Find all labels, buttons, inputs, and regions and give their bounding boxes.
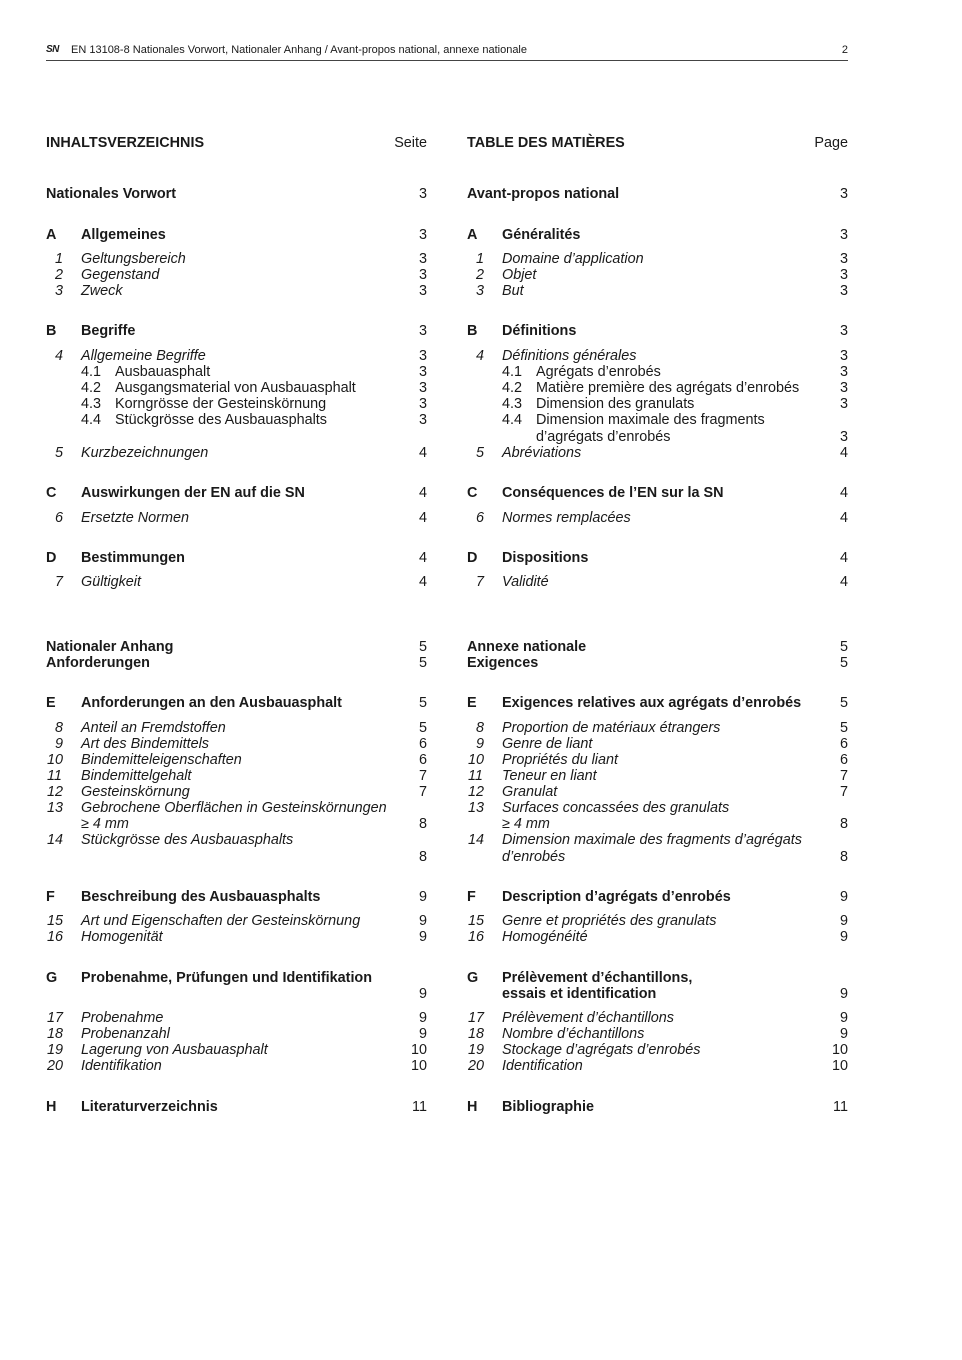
toc-entry-number: 17 xyxy=(468,1010,485,1026)
toc-entry xyxy=(46,889,427,906)
toc-entry xyxy=(467,348,848,365)
toc-entry xyxy=(467,445,848,462)
toc-entry-number: 12 xyxy=(468,784,485,800)
toc-entry xyxy=(467,720,848,737)
toc-entry xyxy=(467,1026,848,1043)
toc-entry-number: 16 xyxy=(47,929,64,945)
toc-entry xyxy=(46,1042,427,1059)
toc-entry-number: H xyxy=(46,1099,57,1115)
toc-entry-title: Domaine d’application xyxy=(502,251,644,267)
toc-entry-page: 3 xyxy=(418,396,427,412)
toc-entry-page: 9 xyxy=(839,889,848,905)
toc-entry-number: A xyxy=(467,227,478,243)
toc-entry-title: Probenanzahl xyxy=(81,1026,170,1042)
toc-entry-title: Art und Eigenschaften der Gesteinskörnung xyxy=(81,913,361,929)
toc-entry-page: 3 xyxy=(839,323,848,339)
toc-entry-page: 7 xyxy=(839,784,848,800)
toc-entry-title: Gebrochene Oberflächen in Gesteinskörnungen xyxy=(81,800,387,816)
toc-entry-page: 4 xyxy=(839,445,848,461)
toc-entry xyxy=(467,574,848,591)
toc-entry-title: Prélèvement d’échantillons xyxy=(502,1010,674,1026)
toc-entry-title: Nombre d’échantillons xyxy=(502,1026,645,1042)
toc-entry-number: D xyxy=(46,550,57,566)
toc-entry-number: 14 xyxy=(468,832,485,848)
toc-entry-page: 3 xyxy=(839,364,848,380)
toc-entry-page: 3 xyxy=(839,251,848,267)
toc-entry xyxy=(46,574,427,591)
toc-entry xyxy=(467,323,848,340)
toc-entry-page: 10 xyxy=(831,1042,848,1058)
toc-entry-title: Probenahme, Prüfungen und Identifikation xyxy=(81,970,373,986)
toc-entry xyxy=(46,283,427,300)
toc-entry xyxy=(46,695,427,712)
toc-entry-number: 8 xyxy=(54,720,63,736)
toc-entry-page: 4 xyxy=(839,550,848,566)
toc-entry-number: 5 xyxy=(54,445,63,461)
toc-entry xyxy=(46,550,427,567)
toc-entry-number: 3 xyxy=(475,283,484,299)
toc-entry xyxy=(467,1042,848,1059)
toc-entry-number: 3 xyxy=(54,283,63,299)
toc-entry xyxy=(46,784,427,801)
toc-entry xyxy=(46,1010,427,1027)
toc-entry-title: ≥ 4 mm xyxy=(81,816,129,832)
toc-entry-title: Gegenstand xyxy=(81,267,160,283)
toc-entry xyxy=(46,639,427,656)
toc-entry-page: 9 xyxy=(418,913,427,929)
toc-entry-page: 4 xyxy=(418,510,427,526)
toc-entry-page: 5 xyxy=(418,695,427,711)
toc-entry-page: 7 xyxy=(418,784,427,800)
toc-entry-title: Geltungsbereich xyxy=(81,251,186,267)
header-text: EN 13108-8 Nationales Vorwort, Nationaler Anhang / Avant-propos national, annexe nationale xyxy=(71,44,527,56)
toc-entry-title: Genre de liant xyxy=(502,736,593,752)
toc-entry-page: 6 xyxy=(839,752,848,768)
toc-entry-page: 8 xyxy=(418,849,427,865)
toc-entry-page: 5 xyxy=(418,720,427,736)
toc-entry-number: 4 xyxy=(475,348,484,364)
toc-entry-title: Allgemeine Begriffe xyxy=(81,348,206,364)
toc-heading xyxy=(46,135,427,152)
toc-entry-number: 4.2 xyxy=(81,380,102,396)
toc-entry-title: Abréviations xyxy=(502,445,582,461)
toc-entry xyxy=(467,849,848,866)
toc-entry-number: 11 xyxy=(47,768,62,784)
toc-entry xyxy=(46,485,427,502)
toc-entry xyxy=(46,986,427,1003)
toc-entry-number: 16 xyxy=(468,929,485,945)
toc-entry xyxy=(46,186,427,203)
toc-entry xyxy=(46,267,427,284)
toc-entry-title: Gültigkeit xyxy=(81,574,141,590)
toc-entry-page: 7 xyxy=(418,768,427,784)
toc-entry-title: Literaturverzeichnis xyxy=(81,1099,218,1115)
toc-entry-title: Surfaces concassées des granulats xyxy=(502,800,730,816)
toc-entry-number: H xyxy=(467,1099,478,1115)
toc-entry xyxy=(467,752,848,769)
toc-entry xyxy=(467,639,848,656)
toc-entry-title: Homogenität xyxy=(81,929,163,945)
toc-entry-number: 1 xyxy=(54,251,63,267)
toc-entry-page: 4 xyxy=(839,510,848,526)
toc-entry-title: Description d’agrégats d’enrobés xyxy=(502,889,731,905)
toc-entry-title: essais et identification xyxy=(502,986,657,1002)
toc-entry-page: 3 xyxy=(839,429,848,445)
toc-entry-page: 3 xyxy=(839,283,848,299)
toc-entry-title: Anforderungen xyxy=(46,655,150,671)
toc-entry-number: 4.4 xyxy=(81,412,102,428)
toc-entry-title: Kurzbezeichnungen xyxy=(81,445,209,461)
toc-entry-number: D xyxy=(467,550,478,566)
toc-entry-title: TABLE DES MATIÈRES xyxy=(467,135,625,151)
toc-entry-title: Lagerung von Ausbauasphalt xyxy=(81,1042,268,1058)
toc-entry-title: Conséquences de l’EN sur la SN xyxy=(502,485,724,501)
toc-entry-number: 4.1 xyxy=(81,364,102,380)
toc-entry xyxy=(46,510,427,527)
toc-entry-number: 17 xyxy=(47,1010,64,1026)
toc-entry-title: Gesteinskörnung xyxy=(81,784,190,800)
toc-entry-title: Bestimmungen xyxy=(81,550,185,566)
toc-entry-title: Homogénéité xyxy=(502,929,588,945)
toc-entry-page: 6 xyxy=(418,752,427,768)
toc-entry xyxy=(46,752,427,769)
toc-entry xyxy=(46,768,427,785)
toc-german xyxy=(46,0,427,1360)
toc-entry-page: 3 xyxy=(418,412,427,428)
toc-entry-number: 2 xyxy=(54,267,63,283)
toc-entry-number: 14 xyxy=(47,832,64,848)
toc-entry-title: Dimension maximale des fragments xyxy=(536,412,765,428)
toc-entry-number: 6 xyxy=(54,510,63,526)
toc-entry-page: 10 xyxy=(410,1042,427,1058)
toc-entry-page: 5 xyxy=(418,639,427,655)
toc-entry-page: 9 xyxy=(418,929,427,945)
toc-entry xyxy=(46,736,427,753)
toc-entry xyxy=(467,267,848,284)
toc-entry-page: 3 xyxy=(418,323,427,339)
toc-entry-number: 13 xyxy=(468,800,485,816)
toc-entry xyxy=(467,768,848,785)
toc-entry-number: 11 xyxy=(468,768,483,784)
toc-entry xyxy=(46,800,427,817)
toc-entry-number: 7 xyxy=(475,574,484,590)
toc-entry-page: 3 xyxy=(839,380,848,396)
toc-entry xyxy=(467,736,848,753)
toc-entry-title: Nationaler Anhang xyxy=(46,639,174,655)
toc-entry-title: Généralités xyxy=(502,227,581,243)
toc-entry-number: F xyxy=(46,889,55,905)
toc-entry-number: 20 xyxy=(47,1058,64,1074)
toc-entry xyxy=(467,889,848,906)
toc-entry-title: Korngrösse der Gesteinskörnung xyxy=(115,396,327,412)
toc-entry-number: 5 xyxy=(475,445,484,461)
toc-entry-title: Normes remplacées xyxy=(502,510,631,526)
toc-entry-page: 3 xyxy=(418,251,427,267)
toc-entry xyxy=(46,445,427,462)
toc-entry-number: 12 xyxy=(47,784,64,800)
toc-entry-page: 8 xyxy=(839,849,848,865)
toc-entry-page: 6 xyxy=(839,736,848,752)
toc-entry-title: Définitions xyxy=(502,323,577,339)
toc-entry-number: 15 xyxy=(468,913,485,929)
toc-entry-title: Anforderungen an den Ausbauasphalt xyxy=(81,695,342,711)
toc-entry-number: 4.1 xyxy=(502,364,523,380)
toc-entry-title: Granulat xyxy=(502,784,558,800)
toc-entry-page: 4 xyxy=(418,485,427,501)
toc-entry-title: Ersetzte Normen xyxy=(81,510,189,526)
toc-entry-page: 3 xyxy=(839,227,848,243)
toc-entry-page: 4 xyxy=(418,550,427,566)
toc-entry xyxy=(467,510,848,527)
toc-entry xyxy=(467,913,848,930)
toc-entry-number: C xyxy=(46,485,57,501)
toc-entry xyxy=(46,816,427,833)
toc-entry-number: 6 xyxy=(475,510,484,526)
toc-entry-title: Objet xyxy=(502,267,537,283)
toc-entry-page: 4 xyxy=(418,574,427,590)
toc-entry-page: Seite xyxy=(394,135,427,151)
toc-entry-title: Stückgrösse des Ausbauasphalts xyxy=(115,412,327,428)
toc-entry xyxy=(467,816,848,833)
toc-entry xyxy=(467,655,848,672)
toc-entry-number: 4.3 xyxy=(81,396,102,412)
sn-logo: SN xyxy=(46,44,59,55)
toc-entry xyxy=(467,283,848,300)
toc-entry-title: Prélèvement d’échantillons, xyxy=(502,970,693,986)
toc-entry-title: Matière première des agrégats d’enrobés xyxy=(536,380,800,396)
toc-entry-page: 9 xyxy=(839,929,848,945)
toc-entry-title: Allgemeines xyxy=(81,227,166,243)
toc-entry-page: 7 xyxy=(839,768,848,784)
toc-entry xyxy=(467,695,848,712)
toc-entry-number: 2 xyxy=(475,267,484,283)
toc-entry-page: 9 xyxy=(418,889,427,905)
toc-entry-title: Proportion de matériaux étrangers xyxy=(502,720,721,736)
toc-entry-page: 9 xyxy=(839,1010,848,1026)
toc-entry-number: 10 xyxy=(47,752,64,768)
toc-entry-title: Art des Bindemittels xyxy=(81,736,209,752)
toc-entry-title: d’agrégats d’enrobés xyxy=(536,429,671,445)
toc-entry-page: 5 xyxy=(839,720,848,736)
toc-entry-title: Anteil an Fremdstoffen xyxy=(81,720,226,736)
toc-entry-page: 5 xyxy=(418,655,427,671)
toc-entry-title: Dimension maximale des fragments d’agrégats xyxy=(502,832,802,848)
toc-entry-number: A xyxy=(46,227,57,243)
toc-entry-number: 20 xyxy=(468,1058,485,1074)
toc-entry-title: Dimension des granulats xyxy=(536,396,695,412)
toc-entry-title: Ausbauasphalt xyxy=(115,364,211,380)
toc-entry xyxy=(467,364,848,381)
toc-entry-title: Validité xyxy=(502,574,549,590)
toc-entry xyxy=(467,784,848,801)
toc-entry xyxy=(46,364,427,381)
toc-entry-title: Agrégats d’enrobés xyxy=(536,364,661,380)
toc-entry-number: 1 xyxy=(475,251,484,267)
toc-entry xyxy=(467,412,848,429)
toc-entry-title: Beschreibung des Ausbauasphalts xyxy=(81,889,321,905)
toc-entry-number: F xyxy=(467,889,476,905)
toc-entry-page: 3 xyxy=(418,283,427,299)
toc-entry-number: 9 xyxy=(54,736,63,752)
toc-entry-number: C xyxy=(467,485,478,501)
toc-entry xyxy=(46,380,427,397)
toc-entry xyxy=(46,970,427,987)
toc-entry-title: Probenahme xyxy=(81,1010,164,1026)
toc-entry-title: Définitions générales xyxy=(502,348,637,364)
toc-entry-title: Identification xyxy=(502,1058,583,1074)
toc-entry-page: 11 xyxy=(833,1099,848,1115)
toc-entry-number: 10 xyxy=(468,752,485,768)
toc-french xyxy=(467,0,848,1360)
toc-entry xyxy=(467,1058,848,1075)
toc-heading xyxy=(467,135,848,152)
toc-entry-number: 4.3 xyxy=(502,396,523,412)
toc-entry-title: Bibliographie xyxy=(502,1099,594,1115)
toc-entry-page: 5 xyxy=(839,695,848,711)
toc-entry xyxy=(46,251,427,268)
toc-entry-title: Bindemitteleigenschaften xyxy=(81,752,242,768)
toc-entry-title: Genre et propriétés des granulats xyxy=(502,913,717,929)
toc-entry-page: 4 xyxy=(839,485,848,501)
toc-entry-page: 9 xyxy=(839,986,848,1002)
toc-entry-number: E xyxy=(46,695,56,711)
toc-entry-page: 3 xyxy=(418,186,427,202)
toc-entry-title: Ausgangsmaterial von Ausbauasphalt xyxy=(115,380,356,396)
toc-entry-title: Zweck xyxy=(81,283,123,299)
toc-entry xyxy=(46,720,427,737)
toc-entry-page: 3 xyxy=(839,348,848,364)
toc-entry xyxy=(467,929,848,946)
toc-entry-number: 8 xyxy=(475,720,484,736)
toc-entry-number: 4.4 xyxy=(502,412,523,428)
toc-entry-page: 3 xyxy=(418,227,427,243)
toc-entry-page: 3 xyxy=(418,364,427,380)
toc-entry-number: 15 xyxy=(47,913,64,929)
toc-entry xyxy=(46,1058,427,1075)
toc-entry xyxy=(467,186,848,203)
toc-entry xyxy=(46,849,427,866)
toc-entry-page: 4 xyxy=(418,445,427,461)
toc-entry-title: Dispositions xyxy=(502,550,589,566)
toc-entry-number: 18 xyxy=(468,1026,485,1042)
toc-entry-page: 9 xyxy=(418,1010,427,1026)
toc-entry xyxy=(46,412,427,429)
toc-entry-page: 10 xyxy=(410,1058,427,1074)
toc-entry-number: 19 xyxy=(47,1042,64,1058)
toc-entry-title: Stockage d’agrégats d’enrobés xyxy=(502,1042,701,1058)
toc-entry-title: Teneur en liant xyxy=(502,768,597,784)
toc-entry-number: 9 xyxy=(475,736,484,752)
toc-entry xyxy=(46,655,427,672)
toc-entry-page: 3 xyxy=(418,380,427,396)
toc-entry-number: 7 xyxy=(54,574,63,590)
toc-entry-page: 3 xyxy=(839,267,848,283)
toc-entry-title: Nationales Vorwort xyxy=(46,186,177,202)
toc-entry xyxy=(46,323,427,340)
toc-entry-number: B xyxy=(467,323,478,339)
toc-entry xyxy=(467,1010,848,1027)
toc-entry-page: 8 xyxy=(418,816,427,832)
toc-entry-page: 5 xyxy=(839,639,848,655)
toc-entry xyxy=(467,227,848,244)
toc-entry-page: 11 xyxy=(412,1099,427,1115)
toc-entry-page: 6 xyxy=(418,736,427,752)
toc-entry-title: Bindemittelgehalt xyxy=(81,768,192,784)
toc-entry-number: 19 xyxy=(468,1042,485,1058)
toc-entry-page: 9 xyxy=(839,1026,848,1042)
toc-entry-number: 4.2 xyxy=(502,380,523,396)
toc-entry-number: G xyxy=(46,970,58,986)
toc-entry-number: B xyxy=(46,323,57,339)
toc-entry-title: Exigences relatives aux agrégats d’enrobés xyxy=(502,695,802,711)
toc-entry-page: 3 xyxy=(839,396,848,412)
toc-entry xyxy=(467,970,848,987)
toc-entry xyxy=(46,913,427,930)
toc-entry-number: 4 xyxy=(54,348,63,364)
toc-entry-page: 4 xyxy=(839,574,848,590)
toc-entry xyxy=(467,1099,848,1116)
toc-entry-number: G xyxy=(467,970,479,986)
toc-entry xyxy=(467,832,848,849)
toc-entry xyxy=(467,380,848,397)
toc-entry xyxy=(467,429,848,446)
toc-entry-number: E xyxy=(467,695,477,711)
toc-entry xyxy=(467,396,848,413)
toc-entry xyxy=(46,832,427,849)
toc-entry-page: 8 xyxy=(839,816,848,832)
toc-entry-title: d’enrobés xyxy=(502,849,566,865)
toc-entry-title: Propriétés du liant xyxy=(502,752,618,768)
toc-entry-number: 13 xyxy=(47,800,64,816)
toc-entry xyxy=(46,396,427,413)
toc-entry-title: Identifikation xyxy=(81,1058,162,1074)
toc-entry-page: Page xyxy=(814,135,848,151)
toc-entry-number: 18 xyxy=(47,1026,64,1042)
toc-entry-page: 9 xyxy=(418,986,427,1002)
toc-entry xyxy=(46,1099,427,1116)
toc-entry-title: Auswirkungen der EN auf die SN xyxy=(81,485,305,501)
toc-entry xyxy=(46,227,427,244)
toc-entry xyxy=(467,485,848,502)
toc-entry-page: 9 xyxy=(418,1026,427,1042)
toc-entry xyxy=(467,251,848,268)
toc-entry-title: Stückgrösse des Ausbauasphalts xyxy=(81,832,294,848)
toc-entry xyxy=(467,986,848,1003)
toc-entry-page: 3 xyxy=(418,348,427,364)
toc-entry-page: 3 xyxy=(839,186,848,202)
toc-entry xyxy=(46,1026,427,1043)
page-number: 2 xyxy=(841,44,848,56)
toc-entry xyxy=(46,348,427,365)
toc-entry-page: 10 xyxy=(831,1058,848,1074)
toc-entry-title: But xyxy=(502,283,524,299)
toc-entry-title: Annexe nationale xyxy=(467,639,587,655)
toc-entry-title: Avant-propos national xyxy=(467,186,620,202)
toc-entry-title: INHALTSVERZEICHNIS xyxy=(46,135,205,151)
toc-entry-title: Begriffe xyxy=(81,323,136,339)
toc-entry-page: 5 xyxy=(839,655,848,671)
toc-entry-page: 3 xyxy=(418,267,427,283)
toc-entry xyxy=(467,550,848,567)
toc-entry xyxy=(467,800,848,817)
toc-entry xyxy=(46,929,427,946)
toc-entry-page: 9 xyxy=(839,913,848,929)
toc-entry-title: Exigences xyxy=(467,655,539,671)
toc-entry-title: ≥ 4 mm xyxy=(502,816,550,832)
